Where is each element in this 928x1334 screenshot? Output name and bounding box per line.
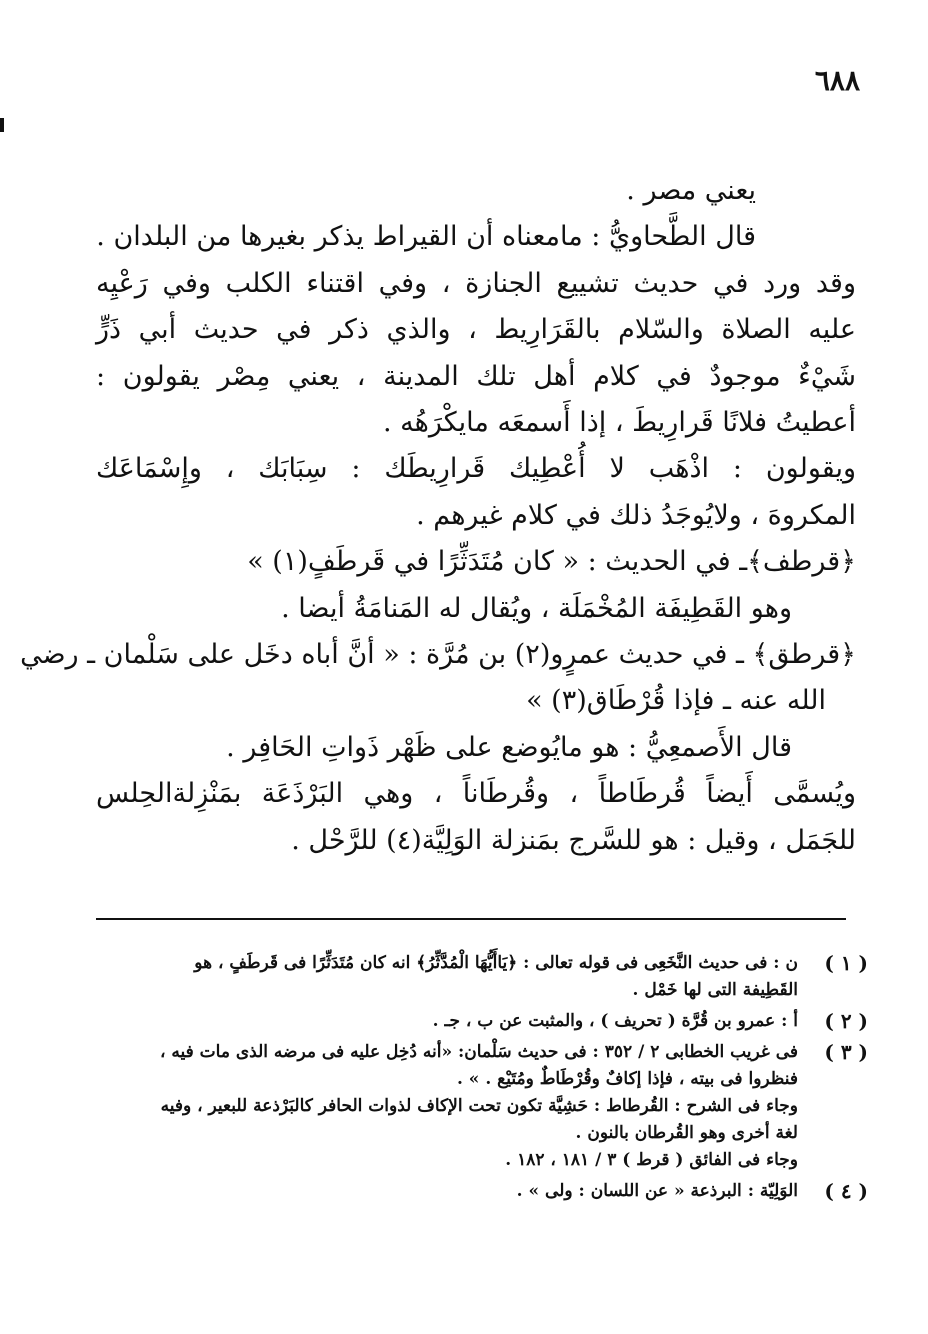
footnote-line: أ : عمرو بن قُرَّة ( تحريف ) ، والمثبت عن ب ، جـ . <box>432 1011 798 1031</box>
text-line: للجَمَل ، وقيل : هو للسَّرج بمَنزلة الوَلِيَّة(٤) للرَّحْل . <box>291 824 856 856</box>
text-line: ويقولون : اذْهَب لا أُعْطِيك قَرارِيطَك : سِبَابَك ، وإِسْمَاعَك <box>96 453 856 485</box>
footnote-line: وجاء فى الفائق ( قرط ) ٣ / ١٨١ ، ١٨٢ . <box>505 1150 798 1170</box>
footnote-line: الوَلِيّة : البرذعة « عن اللسان : ولى » . <box>516 1181 798 1201</box>
entry-line: ﴿قرطف﴾ـ في الحديث : « كان مُتَدَثِّرًا في قَرطَفٍ(١) » <box>247 546 856 578</box>
footnote-line: القَطِيفة التى لها خَمْل . <box>632 980 798 1000</box>
footnote <box>120 1039 868 1174</box>
footnote-number: ( ٣ ) <box>824 1040 868 1064</box>
footnote <box>120 1008 868 1035</box>
text-line: ويُسمَّى أَيضاً قُرطَاطاً ، وقُرطَاناً ، وهي البَرْذَعَة بمَنْزِلةالحِلس <box>96 778 856 810</box>
footnote-number: ( ٤ ) <box>824 1179 868 1203</box>
text-line: وقد ورد في حديث تشييع الجنازة ، وفي اقتناء الكلب وفي رَعْيِه <box>96 267 856 299</box>
footnote-line: فنظروا فى بيته ، فإذا إكافٌ وقُرْطَاطٌ ومُتَيْع . » . <box>456 1069 798 1089</box>
footnotes <box>120 950 868 1209</box>
text-line: قال الطَّحاويُّ : مامعناه أن القيراط يذكر بغيرها من البلدان . <box>96 221 756 253</box>
text-line: وهو القَطِيفَة المُخْمَلَة ، ويُقال له المَنامَةُ أيضا . <box>281 592 792 624</box>
text-line: قال الأَصمعِيُّ : هو مايُوضع على ظَهْر ذَواتِ الحَافِر . <box>226 731 792 763</box>
footnote-line: لغة أخرى وهو القُرطان بالنون . <box>575 1123 798 1143</box>
text-line: أعطيتُ فلانًا قَرارِيطَ ، إذا أَسمعَه مايكْرَهُه . <box>382 407 856 439</box>
page-number: ٦٨٨ <box>814 64 860 97</box>
main-text <box>20 168 856 864</box>
entry-line: ﴿قرطق﴾ ـ في حديث عمرٍو(٢) بن مُرَّة : « أنَّ أباه دخَل على سَلْمان ـ رضي <box>20 639 856 671</box>
footnote-line: وجاء فى الشرح : القُرطاط : حَشِيَّة تكون تحت الإكاف لذوات الحافر كالبَرْذعة للبعير ، وفيه <box>160 1096 798 1116</box>
text-line: المكروهَ ، ولايُوجَدُ ذلك في كلام غيرهم . <box>416 499 856 531</box>
footnote-number: ( ١ ) <box>824 951 868 975</box>
text-line: شَيْءٌ موجودٌ في كلام أهل تلك المدينة ، يعني مِصْر يقولون : <box>96 360 856 392</box>
text-line: الله عنه ـ فإذا قُرْطَاق(٣) » <box>526 685 826 717</box>
footnote-line: فى غريب الخطابى ٢ / ٣٥٢ : فى حديث سَلْمان: «أنه دُخِل عليه فى مرضه الذى مات فيه ، <box>159 1042 798 1062</box>
footnote <box>120 950 868 1004</box>
footnote-separator <box>96 918 846 920</box>
text-line: عليه الصلاة والسّلام بالقَرَارِيط ، والذي ذكر في حديث أبي ذَرٍّ <box>96 314 856 346</box>
text-line: يعني مصر . <box>626 175 756 206</box>
footnote <box>120 1178 868 1205</box>
footnote-number: ( ٢ ) <box>824 1009 868 1033</box>
footnote-line: ن : فى حديث النَّخَعِى فى قوله تعالى : ﴿يَاأَيُّهَا الْمُدَّثِّرُ﴾ انه كان مُتَدَثِّرًا فى قَرطَفٍ ، هو <box>194 953 798 973</box>
scan-edge-mark <box>0 118 4 132</box>
